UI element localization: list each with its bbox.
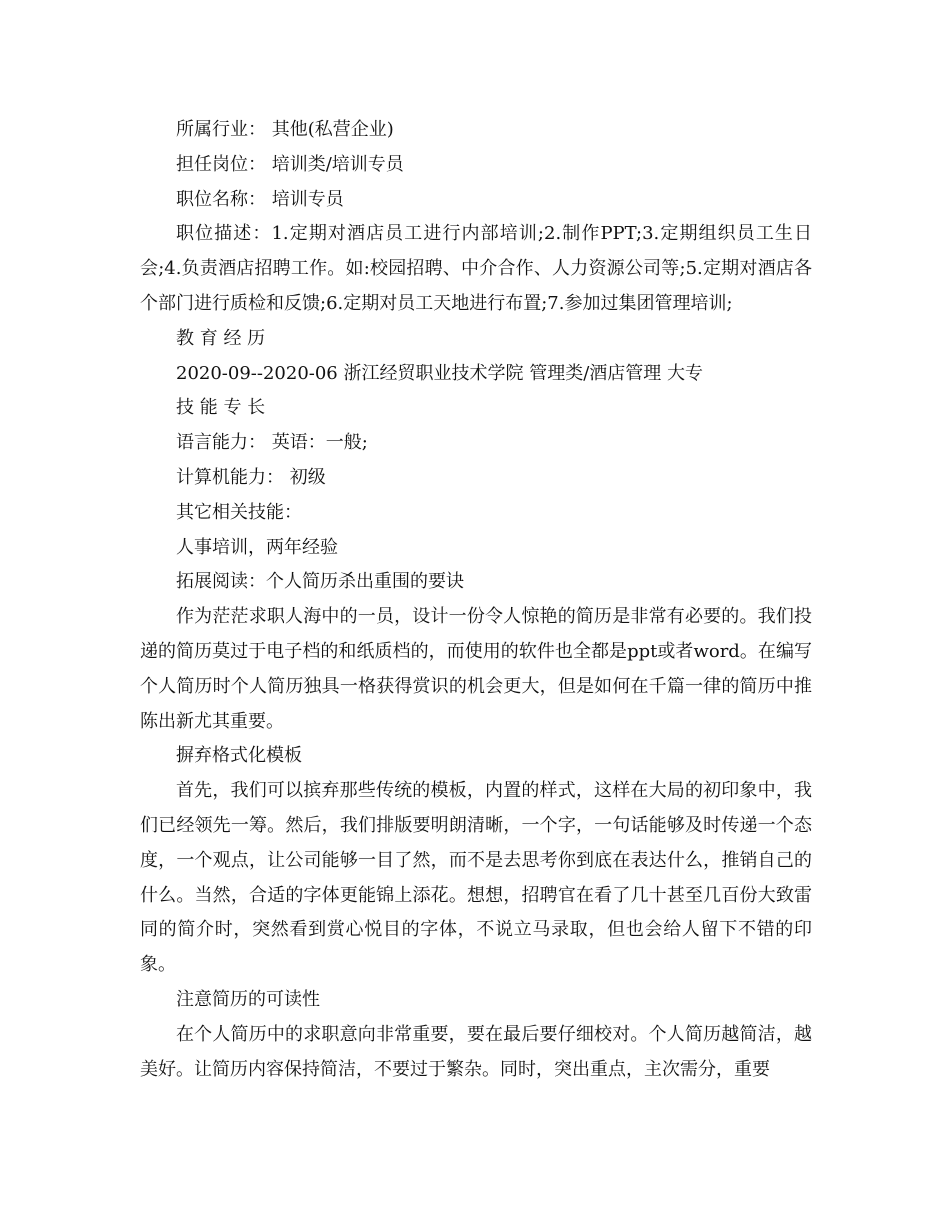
section1-paragraph: 首先，我们可以摈弃那些传统的模板，内置的样式，这样在大局的初印象中，我们已经领先一筹。然后，我们排版要明朗清晰，一个字，一句话能够及时传递一个态度，一个观点，让公司能够一目了然，而不是去思考你到底在表达什么，推销自己的什么。当然，合适的字体更能锦上添花。想想，招聘官在看了几十甚至几百份大致雷同的简介时，突然看到赏心悦目的字体，不说立马录取，但也会给人留下不错的印象。 [140, 780, 812, 976]
computer-skill-line: 计算机能力： 初级 [176, 466, 326, 488]
education-entry: 2020-09--2020-06 浙江经贸职业技术学院 管理类/酒店管理 大专 [176, 362, 703, 384]
job-title-line: 职位名称： 培训专员 [176, 188, 344, 210]
section2-heading: 注意简历的可读性 [176, 988, 320, 1010]
education-heading: 教 育 经 历 [176, 327, 266, 349]
job-description-paragraph: 职位描述：1.定期对酒店员工进行内部培训;2.制作PPT;3.定期组织员工生日会;4.负责酒店招聘工作。如:校园招聘、中介合作、人力资源公司等;5.定期对酒店各个部门进行质检和反馈;6.定期对员工天地进行布置;7.参加过集团管理培训; [140, 223, 812, 314]
industry-line: 所属行业： 其他(私营企业) [176, 119, 394, 140]
skills-heading: 技 能 专 长 [176, 397, 266, 419]
other-skills-value: 人事培训，两年经验 [176, 536, 338, 558]
intro-paragraph: 作为茫茫求职人海中的一员，设计一份令人惊艳的简历是非常有必要的。我们投递的简历莫过于电子档的和纸质档的，而使用的软件也全都是ppt或者word。在编写个人简历时个人简历独具一格获得赏识的机会更大，但是如何在千篇一律的简历中推陈出新尤其重要。 [140, 606, 812, 732]
position-line: 担任岗位： 培训类/培训专员 [176, 153, 404, 175]
section1-heading: 摒弃格式化模板 [176, 745, 302, 767]
language-skill-line: 语言能力： 英语：一般; [176, 432, 368, 454]
other-skills-label: 其它相关技能： [176, 501, 302, 523]
section2-paragraph: 在个人简历中的求职意向非常重要，要在最后要仔细校对。个人简历越简洁，越美好。让简历内容保持简洁，不要过于繁杂。同时，突出重点，主次需分，重要 [140, 1023, 812, 1080]
extended-reading-title: 拓展阅读：个人简历杀出重围的要诀 [176, 571, 464, 593]
document-body [140, 113, 812, 1087]
